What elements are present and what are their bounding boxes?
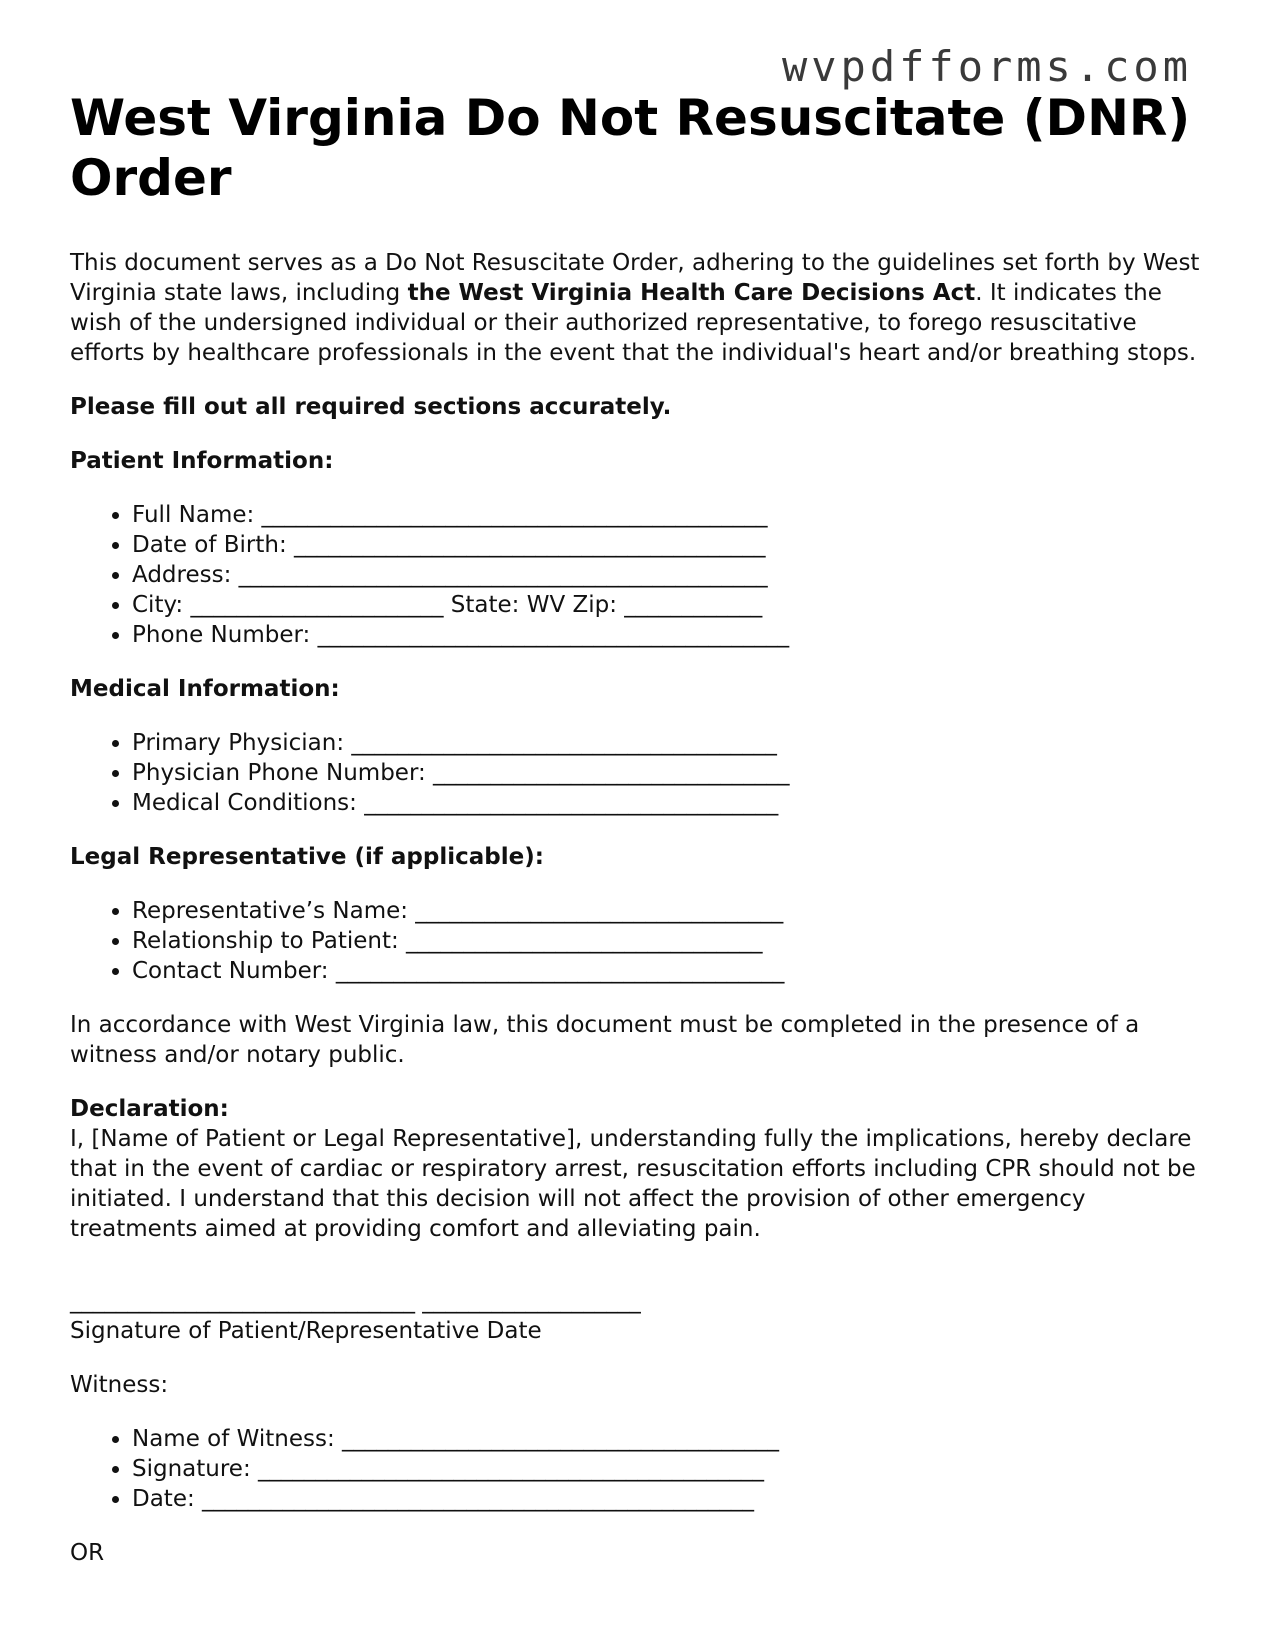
witness-heading: Witness: (70, 1372, 169, 1398)
signature-date-lines[interactable]: ______________________________ ___________________ (70, 1288, 641, 1314)
site-watermark: wvpdfforms.com (781, 42, 1192, 91)
witness-signature-field[interactable]: • Signature: ____________________________________________ (132, 1454, 1200, 1484)
declaration-text: I, [Name of Patient or Legal Representative], understanding fully the implications, hereby declare that in the event of cardiac or respiratory arrest, resuscitation efforts including CPR should not be initiated. I understand that this decision will not affect the provision of other emergency treatments aimed at providing comfort and alleviating pain. (70, 1126, 1196, 1242)
intro-act-name: the West Virginia Health Care Decisions Act (407, 280, 976, 306)
patient-fields-list (70, 500, 1200, 650)
medical-conditions-field[interactable]: • Medical Conditions: ____________________________________ (132, 788, 1200, 818)
patient-city-state-zip-field[interactable]: • City: ______________________ State: WV Zip: ____________ (132, 590, 1200, 620)
legal-section-heading: Legal Representative (if applicable): (70, 844, 544, 870)
physician-phone-field[interactable]: • Physician Phone Number: _______________________________ (132, 758, 1200, 788)
intro-text-before: This document serves as a Do Not Resuscitate Order, adhering to the guidelines set forth by West Virginia state laws, including (70, 250, 1200, 306)
patient-phone-field[interactable]: • Phone Number: _________________________________________ (132, 620, 1200, 650)
intro-text-after: . It indicates the wish of the undersigned individual or their authorized representative, to forego resuscitative efforts by healthcare professionals in the event that the individual's heart and/or breathing stops. (70, 280, 1197, 366)
contact-number-field[interactable]: • Contact Number: _______________________________________ (132, 956, 1200, 986)
witness-name-field[interactable]: • Name of Witness: ______________________________________ (132, 1424, 1200, 1454)
document-title: West Virginia Do Not Resuscitate (DNR) Order (70, 89, 1191, 207)
instruction-text: Please fill out all required sections accurately. (70, 394, 672, 420)
relationship-field[interactable]: • Relationship to Patient: _______________________________ (132, 926, 1200, 956)
patient-full-name-field[interactable]: • Full Name: ____________________________________________ (132, 500, 1200, 530)
witness-date-field[interactable]: • Date: ________________________________________________ (132, 1484, 1200, 1514)
medical-fields-list (70, 728, 1200, 818)
signature-block (70, 1286, 1200, 1346)
intro-paragraph (70, 248, 1200, 368)
declaration-block (70, 1094, 1200, 1244)
primary-physician-field[interactable]: • Primary Physician: _____________________________________ (132, 728, 1200, 758)
witness-notice: In accordance with West Virginia law, this document must be completed in the presence of a witness and/or notary public. (70, 1012, 1140, 1068)
document-page (70, 88, 1200, 1592)
legal-fields-list (70, 896, 1200, 986)
witness-fields-list (70, 1424, 1200, 1514)
medical-section-heading: Medical Information: (70, 676, 340, 702)
patient-section-heading: Patient Information: (70, 448, 334, 474)
representative-name-field[interactable]: • Representative’s Name: ________________________________ (132, 896, 1200, 926)
patient-address-field[interactable]: • Address: ______________________________________________ (132, 560, 1200, 590)
declaration-heading: Declaration: (70, 1096, 229, 1122)
signature-caption: Signature of Patient/Representative Date (70, 1318, 542, 1344)
or-label: OR (70, 1540, 105, 1566)
patient-dob-field[interactable]: • Date of Birth: _________________________________________ (132, 530, 1200, 560)
